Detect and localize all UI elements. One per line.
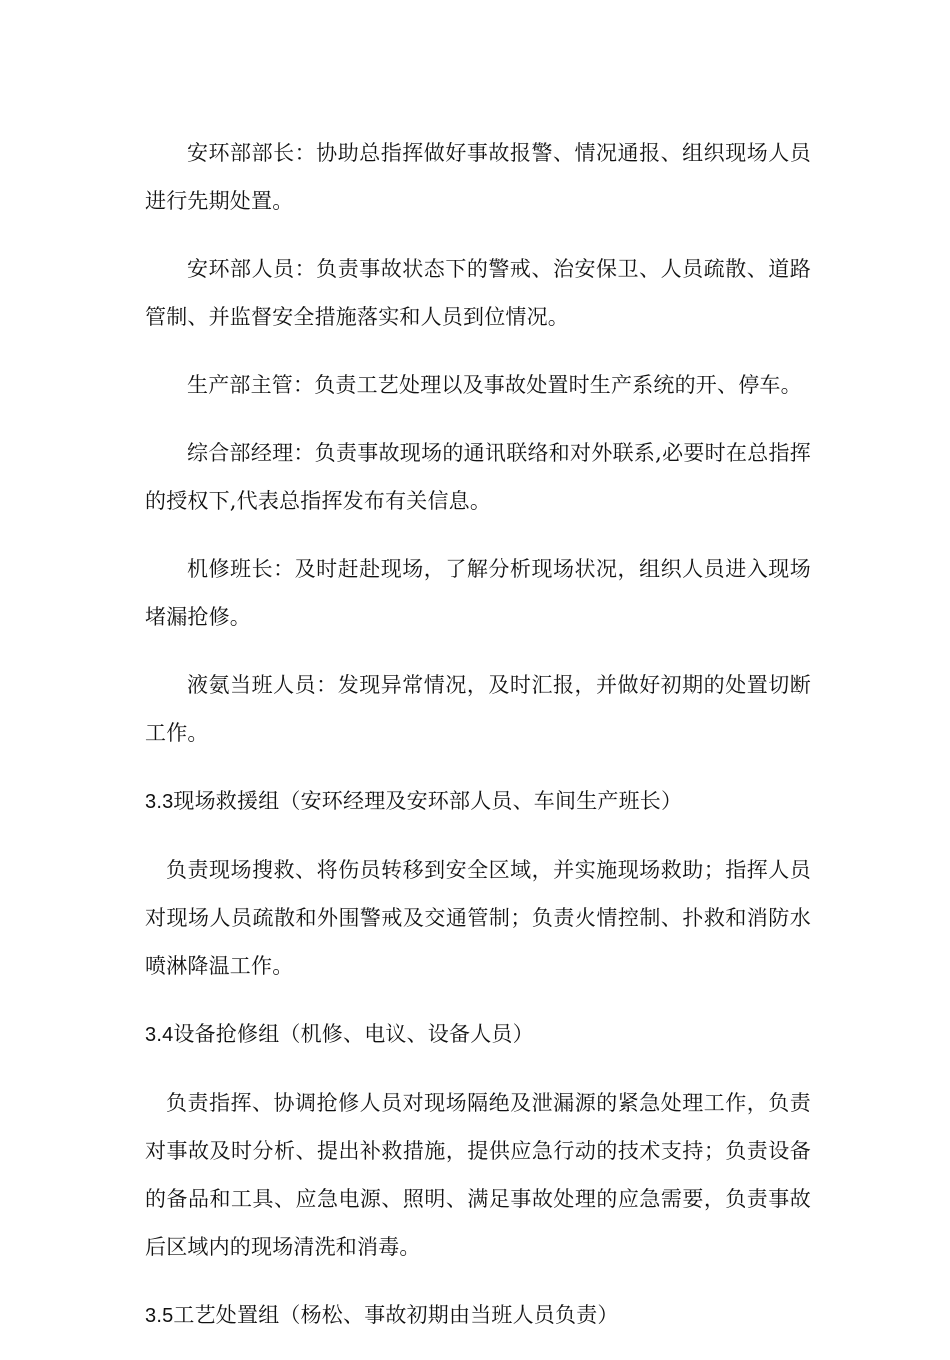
role-paragraph-safety-staff: 安环部人员：负责事故状态下的警戒、治安保卫、人员疏散、道路管制、并监督安全措施落实和人员到位情况。	[145, 257, 811, 329]
role-paragraph-maintenance-leader: 机修班长：及时赶赴现场，了解分析现场状况，组织人员进入现场堵漏抢修。	[145, 557, 811, 629]
section-number: 3.3	[145, 791, 174, 813]
section-number: 3.5	[145, 1305, 174, 1327]
section-body-3-3: 负责现场搜救、将伤员转移到安全区域，并实施现场救助；指挥人员对现场人员疏散和外围警戒及交通管制；负责火情控制、扑救和消防水喷淋降温工作。	[145, 858, 811, 978]
section-number: 3.4	[145, 1024, 174, 1046]
section-body-3-4: 负责指挥、协调抢修人员对现场隔绝及泄漏源的紧急处理工作，负责对事故及时分析、提出补救措施，提供应急行动的技术支持；负责设备的备品和工具、应急电源、照明、满足事故处理的应急需要，负责事故后区域内的现场清洗和消毒。	[145, 1091, 811, 1259]
section-title: 现场救援组（安环经理及安环部人员、车间生产班长）	[173, 789, 683, 813]
section-heading-3-5	[145, 1291, 811, 1340]
document-body	[145, 129, 811, 1360]
section-heading-3-4	[145, 1010, 811, 1059]
role-paragraph-safety-director: 安环部部长：协助总指挥做好事故报警、情况通报、组织现场人员进行先期处置。	[145, 141, 811, 213]
section-title: 设备抢修组（机修、电议、设备人员）	[173, 1022, 534, 1046]
section-title: 工艺处置组（杨松、事故初期由当班人员负责）	[173, 1303, 619, 1327]
role-paragraph-general-manager: 综合部经理：负责事故现场的通讯联络和对外联系,必要时在总指挥的授权下,代表总指挥发布有关信息。	[145, 441, 811, 513]
section-heading-3-3	[145, 777, 811, 826]
role-paragraph-ammonia-shift-staff: 液氨当班人员：发现异常情况，及时汇报，并做好初期的处置切断工作。	[145, 673, 811, 745]
role-paragraph-production-supervisor: 生产部主管：负责工艺处理以及事故处置时生产系统的开、停车。	[187, 373, 802, 397]
